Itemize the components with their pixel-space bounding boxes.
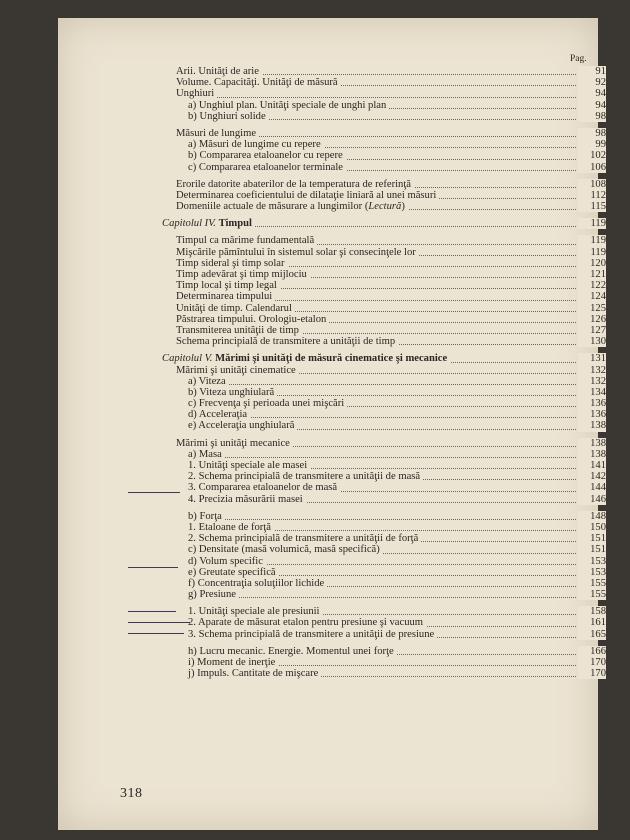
- entry-title: 2. Schema principială de transmitere a unităţii de masă: [188, 471, 423, 482]
- entry-title: c) Compararea etaloanelor terminale: [188, 162, 346, 173]
- entry-title: h) Lucru mecanic. Energie. Momentul unei forţe: [188, 646, 397, 657]
- entry-title: Domeniile actuale de măsurare a lungimilor (Lectură): [176, 201, 408, 212]
- dot-leader: [188, 597, 576, 598]
- book-page: [58, 18, 606, 830]
- toc-entry: [162, 139, 606, 150]
- entry-title: Mărimi şi unităţi mecanice: [176, 438, 293, 449]
- pen-underline-volum: [128, 622, 190, 623]
- entry-title: 1. Unităţi speciale ale presiunii: [188, 606, 323, 617]
- entry-title: 3. Compararea etaloanelor de masă: [188, 482, 340, 493]
- chapter-name: Mărimi şi unităţi de măsură cinematice şi mecanice: [215, 353, 448, 365]
- entry-page-number: 151: [578, 544, 606, 555]
- entry-title: a) Masa: [188, 449, 225, 460]
- toc-entry: [162, 314, 606, 325]
- entry-page-number: 146: [578, 494, 606, 505]
- entry-title: i) Moment de inerţie: [188, 657, 278, 668]
- entry-page-number: 170: [578, 668, 606, 679]
- toc-entry: [162, 606, 606, 617]
- entry-title: a) Măsuri de lungime cu repere: [188, 139, 324, 150]
- entry-title: c) Frecvenţa şi perioada unei mişcări: [188, 398, 347, 409]
- toc-entry: [162, 471, 606, 482]
- entry-page-number: 150: [578, 522, 606, 533]
- entry-title: Unghiuri: [176, 88, 217, 99]
- chapter-name: Timpul: [218, 218, 252, 230]
- toc-entry: [162, 409, 606, 420]
- toc-entry: [162, 235, 606, 246]
- toc-entry: [162, 280, 606, 291]
- entry-title: d) Acceleraţia: [188, 409, 250, 420]
- entry-title: Timp local şi timp legal: [176, 280, 280, 291]
- toc-entry: [162, 449, 606, 460]
- toc-entry: [162, 511, 606, 522]
- toc-entry: [162, 128, 606, 139]
- entry-page-number: 115: [578, 201, 606, 212]
- toc-entry: [162, 66, 606, 77]
- toc-entry: [162, 162, 606, 173]
- table-of-contents: [162, 66, 606, 679]
- entry-page-number: 142: [578, 471, 606, 482]
- entry-page-number: 134: [578, 387, 606, 398]
- entry-page-number: 138: [578, 438, 606, 449]
- entry-page-number: 125: [578, 303, 606, 314]
- toc-entry: [162, 522, 606, 533]
- toc-entry: [162, 258, 606, 269]
- entry-page-number: 119: [578, 235, 606, 246]
- entry-title: b) Unghiuri solide: [188, 111, 269, 122]
- entry-title: Erorile datorite abaterilor de la temperatura de referinţă: [176, 179, 414, 190]
- toc-entry: [162, 303, 606, 314]
- entry-title: Transmiterea unităţii de timp: [176, 325, 302, 336]
- entry-title: Măsuri de lungime: [176, 128, 259, 139]
- entry-title: a) Unghiul plan. Unităţi speciale de unghi plan: [188, 100, 389, 111]
- toc-entry: [162, 438, 606, 449]
- entry-title: Schema principială de transmitere a unităţii de timp: [176, 336, 398, 347]
- entry-page-number: 153: [578, 567, 606, 578]
- entry-page-number: 161: [578, 617, 606, 628]
- toc-entry: [162, 88, 606, 99]
- entry-title: 3. Schema principială de transmitere a unităţii de presiune: [188, 629, 437, 640]
- toc-entry: [162, 77, 606, 88]
- pen-underline-forta: [128, 567, 178, 568]
- toc-entry: [162, 646, 606, 657]
- toc-entry: [162, 544, 606, 555]
- toc-entry: [162, 179, 606, 190]
- entry-page-number: 138: [578, 420, 606, 431]
- entry-page-number: 166: [578, 646, 606, 657]
- entry-page-number: 126: [578, 314, 606, 325]
- pen-underline-masa: [128, 492, 180, 493]
- entry-title: 2. Schema principială de transmitere a unităţii de forţă: [188, 533, 421, 544]
- toc-entry: [162, 190, 606, 201]
- toc-entry: [162, 494, 606, 505]
- entry-title: 1. Etaloane de forţă: [188, 522, 274, 533]
- entry-title: Păstrarea timpului. Orologiu-etalon: [176, 314, 329, 325]
- toc-entry: [162, 617, 606, 628]
- entry-title: b) Viteza unghiulară: [188, 387, 277, 398]
- toc-entry: [162, 482, 606, 493]
- entry-page-number: 94: [578, 88, 606, 99]
- entry-page-number: 102: [578, 150, 606, 161]
- toc-entry: [162, 247, 606, 258]
- toc-entry: [162, 100, 606, 111]
- entry-title: 1. Unităţi speciale ale masei: [188, 460, 310, 471]
- entry-page-number: 94: [578, 100, 606, 111]
- entry-page-number: 92: [578, 77, 606, 88]
- entry-page-number: 158: [578, 606, 606, 617]
- entry-page-number: 138: [578, 449, 606, 460]
- entry-page-number: 124: [578, 291, 606, 302]
- entry-page-number: 153: [578, 556, 606, 567]
- toc-entry: [162, 589, 606, 600]
- entry-title: b) Forţa: [188, 511, 225, 522]
- toc-entry: [162, 336, 606, 347]
- toc-entry: [162, 578, 606, 589]
- entry-title: Determinarea timpului: [176, 291, 275, 302]
- pen-underline-densitate: [128, 611, 176, 612]
- entry-title: g) Presiune: [188, 589, 239, 600]
- entry-title: Timp sideral şi timp solar: [176, 258, 288, 269]
- entry-title: e) Acceleraţia unghiulară: [188, 420, 297, 431]
- entry-title: c) Densitate (masă volumică, masă specifică): [188, 544, 383, 555]
- toc-entry: [162, 420, 606, 431]
- entry-title: e) Greutate specifică: [188, 567, 279, 578]
- entry-title: Timp adevărat şi timp mijlociu: [176, 269, 310, 280]
- entry-page-number: 99: [578, 139, 606, 150]
- entry-page-number: 136: [578, 409, 606, 420]
- chapter-label: Capitolul IV.: [162, 218, 219, 230]
- entry-page-number: 148: [578, 511, 606, 522]
- entry-page-number: 155: [578, 578, 606, 589]
- entry-page-number: 151: [578, 533, 606, 544]
- toc-entry: [162, 201, 606, 212]
- toc-entry: [162, 291, 606, 302]
- chapter-heading: [162, 353, 606, 364]
- entry-page-number: 91: [578, 66, 606, 77]
- entry-title: Arii. Unităţi de arie: [176, 66, 262, 77]
- entry-page-number: 132: [578, 365, 606, 376]
- entry-title: Timpul ca mărime fundamentală: [176, 235, 317, 246]
- toc-entry: [162, 567, 606, 578]
- entry-page-number: 127: [578, 325, 606, 336]
- toc-entry: [162, 556, 606, 567]
- toc-entry: [162, 387, 606, 398]
- toc-entry: [162, 365, 606, 376]
- dot-leader: [188, 384, 576, 385]
- chapter-label: Capitolul V.: [162, 353, 216, 365]
- dot-leader: [188, 457, 576, 458]
- entry-title: d) Volum specific: [188, 556, 266, 567]
- entry-page-number: 108: [578, 179, 606, 190]
- toc-entry: [162, 398, 606, 409]
- entry-page-number: 131: [578, 353, 606, 364]
- entry-title: a) Viteza: [188, 376, 229, 387]
- toc-entry: [162, 111, 606, 122]
- entry-page-number: 106: [578, 162, 606, 173]
- entry-title: Mărimi şi unităţi cinematice: [176, 365, 299, 376]
- entry-page-number: 136: [578, 398, 606, 409]
- entry-page-number: 121: [578, 269, 606, 280]
- entry-title: 4. Precizia măsurării masei: [188, 494, 306, 505]
- entry-title: Unităţi de timp. Calendarul: [176, 303, 295, 314]
- pen-underline-greutate: [128, 633, 184, 634]
- toc-entry: [162, 668, 606, 679]
- entry-page-number: 122: [578, 280, 606, 291]
- entry-page-number: 170: [578, 657, 606, 668]
- entry-page-number: 119: [578, 247, 606, 258]
- entry-page-number: 120: [578, 258, 606, 269]
- pag-column-header: Pag.: [570, 54, 587, 64]
- chapter-title: [162, 353, 450, 364]
- toc-entry: [162, 150, 606, 161]
- entry-page-number: 119: [578, 218, 606, 229]
- entry-title: b) Compararea etaloanelor cu repere: [188, 150, 346, 161]
- entry-page-number: 112: [578, 190, 606, 201]
- entry-page-number: 132: [578, 376, 606, 387]
- toc-entry: [162, 533, 606, 544]
- entry-title: 2. Aparate de măsurat etalon pentru presiune şi vacuum: [188, 617, 426, 628]
- page-number: 318: [120, 786, 143, 801]
- entry-title: Determinarea coeficientului de dilataţie liniară al unei măsuri: [176, 190, 439, 201]
- dot-leader: [188, 519, 576, 520]
- entry-page-number: 165: [578, 629, 606, 640]
- dot-leader: [176, 97, 576, 98]
- entry-page-number: 144: [578, 482, 606, 493]
- entry-page-number: 155: [578, 589, 606, 600]
- chapter-title: [162, 218, 255, 229]
- entry-title: j) Impuls. Cantitate de mişcare: [188, 668, 321, 679]
- toc-entry: [162, 376, 606, 387]
- toc-entry: [162, 657, 606, 668]
- toc-entry: [162, 460, 606, 471]
- chapter-heading: [162, 218, 606, 229]
- toc-entry: [162, 269, 606, 280]
- entry-title: Volume. Capacităţi. Unităţi de măsură: [176, 77, 341, 88]
- toc-entry: [162, 325, 606, 336]
- toc-entry: [162, 629, 606, 640]
- entry-page-number: 98: [578, 111, 606, 122]
- entry-title: f) Concentraţia soluţiilor lichide: [188, 578, 327, 589]
- entry-page-number: 98: [578, 128, 606, 139]
- entry-page-number: 141: [578, 460, 606, 471]
- entry-page-number: 130: [578, 336, 606, 347]
- entry-title: Mişcările pămîntului în sistemul solar şi consecinţele lor: [176, 247, 419, 258]
